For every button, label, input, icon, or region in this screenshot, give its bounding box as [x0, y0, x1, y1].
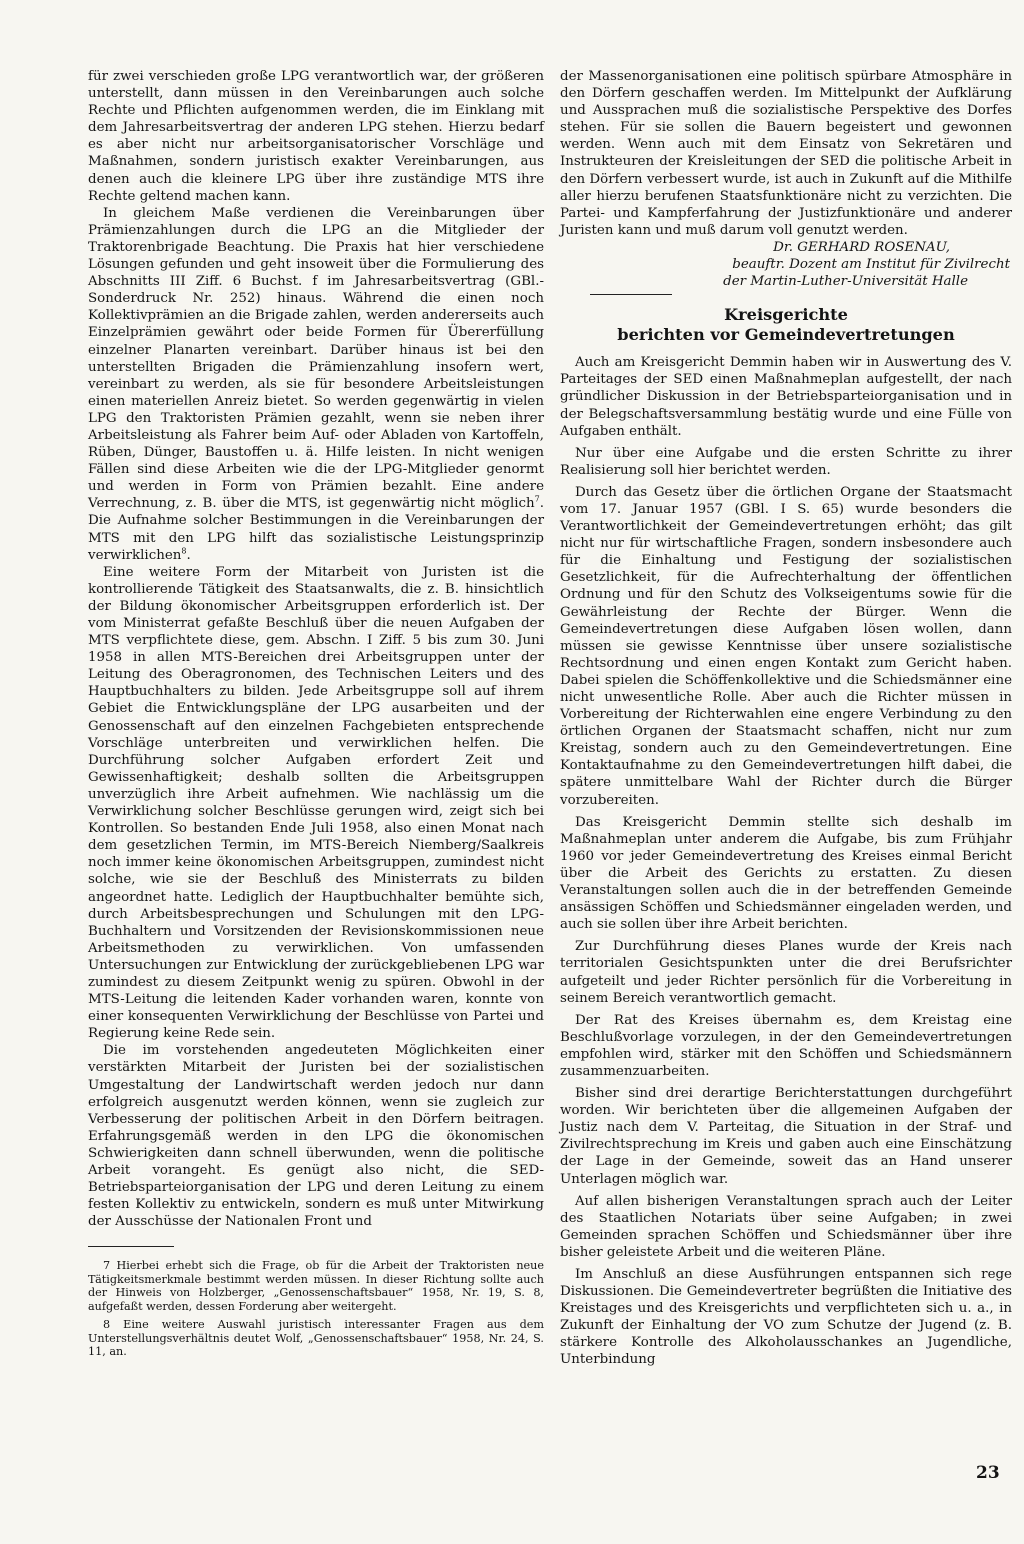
author-university: der Martin-Luther-Universität Halle: [723, 274, 968, 290]
paragraph: Das Kreisgericht Demmin stellte sich deshalb im Maßnahmeplan unter anderem die Aufgabe, bis zum Frühjahr 1960 vor jeder Gemeindevertretung des Kreises einmal Bericht über die Arbeit des Gerichts zu erstatten. Zu diesen Veranstaltungen sollen auch die in der betreffenden Gemeinde ansässigen Schöffen und Schiedsmänner eingeladen werden, und auch sie sollen über ihre Arbeit berichten.: [560, 814, 1012, 933]
paragraph: Der Rat des Kreises übernahm es, dem Kreistag eine Beschlußvorlage vorzulegen, in der den Gemeindevertretungen empfohlen wird, stärker mit den Schöffen und Schiedsmännern zusammenzuarbeiten.: [560, 1012, 1012, 1079]
paragraph: Durch das Gesetz über die örtlichen Organe der Staatsmacht vom 17. Januar 1957 (GBl. I S. 65) wurde besonders die Verantwortlichkeit der Gemeindevertretungen erhöht; das gilt nicht nur für wirtschaftliche Fragen, sondern insbesondere auch für die Einhaltung und Festigung der sozialistischen Gesetzlichkeit, für die Aufrechterhaltung der öffentlichen Ordnung und für den Schutz des Volkseigentums sowie für die Gewährleistung der Rechte der Bürger. Wenn die Gemeindevertretungen diese Aufgaben lösen wollen, dann müssen sie gewisse Kenntnisse über unsere sozialistische Rechtsordnung und einen engen Kontakt zum Gericht haben. Dabei spielen die Schöffenkollektive und die Schiedsmänner eine nicht unwesentliche Rolle. Aber auch die Richter müssen in Vorbereitung der Richterwahlen eine engere Verbindung zu den örtlichen Organen der Staatsmacht schaffen, nicht nur zum Kreistag, sondern auch zu den Gemeindevertretungen. Eine Kontaktaufnahme zu den Gemeindevertretungen hilft dabei, die spätere unmittelbare Wahl der Richter durch die Bürger vorzubereiten.: [560, 484, 1012, 808]
footnote-7: 7 Hierbei erhebt sich die Frage, ob für die Arbeit der Traktoristen neue Tätigkeitsmerkmale bestimmt werden müssen. In dieser Richtung sollte auch der Hinweis von Holzberger, „Genossenschaftsbauer“ 1958, Nr. 19, S. 8, aufgefaßt werden, dessen Forderung aber weitergeht.: [88, 1259, 544, 1313]
paragraph: Auch am Kreisgericht Demmin haben wir in Auswertung des V. Parteitages der SED einen Maßnahmeplan aufgestellt, der nach gründlicher Diskussion in der Betriebsparteiorganisation und in der Belegschaftsversammlung bestätig wurde und eine Fülle von Aufgaben enthält.: [560, 355, 1012, 439]
paragraph-text: . Die Aufnahme solcher Bestimmungen in die Vereinbarungen der MTS mit den LPG hilft das sozialistische Leistungsprinzip verwirklichen: [88, 496, 544, 563]
paragraph: Nur über eine Aufgabe und die ersten Schritte zu ihrer Realisierung soll hier berichtet werden.: [560, 445, 1012, 478]
paragraph-text: In gleichem Maße verdienen die Vereinbarungen über Prämienzahlungen durch die LPG an die Mitglieder der Traktorenbrigade Beachtung. Die Praxis hat hier verschiedene Lösungen gefunden und geht insoweit über die Formulierung des Abschnitts III Ziff. 6 Buchst. f im Jahresarbeitsvertrag (GBl.-Sonderdruck Nr. 252) hinaus. Während die einen noch Kollektivprämien an die Brigade zahlen, werden andererseits auch Einzelprämien gewährt oder beide Formen für Übererfüllung einzelner Planarten vereinbart. Darüber hinaus ist bei den unterstellten Brigaden die Prämienzahlung insofern wert, vereinbart zu werden, als sie für besondere Arbeitsleistungen einen materiellen Anreiz bietet. So werden gegenwärtig in vielen LPG den Traktoristen Prämien gezahlt, wenn sie neben ihrer Arbeitsleistung als Fahrer beim Auf- oder Abladen von Kartoffeln, Rüben, Dünger, Baustoffen u. ä. Hilfe leisten. In nicht wenigen Fällen sind diese Arbeiten wie die der LPG-Mitglieder genormt und werden in Form von Prämien bezahlt. Eine andere Verrechnung, z. B. über die MTS, ist gegenwärtig nicht möglich: [88, 205, 544, 512]
paragraph: [88, 205, 544, 564]
right-column: [560, 68, 1012, 1369]
paragraph: Auf allen bisherigen Veranstaltungen sprach auch der Leiter des Staatlichen Notariats über seine Aufgaben; in zwei Gemeinden sprachen Schöffen und Schiedsmänner über ihre bisher geleistete Arbeit und die weiteren Pläne.: [560, 1193, 1012, 1260]
footnote-ref-8: 8: [181, 546, 187, 556]
paragraph: der Massenorganisationen eine politisch spürbare Atmosphäre in den Dörfern geschaffen werden. Im Mittelpunkt der Aufklärung und Aussprachen muß die sozialistische Perspektive des Dorfes stehen. Für sie sollen die Bauern begeistert und gewonnen werden. Wenn auch mit dem Einsatz von Sekretären und Instrukteuren der Kreisleitungen der SED die politische Arbeit in den Dörfern verbessert wurde, ist auch in Zukunft auf die Mithilfe aller hierzu berufenen Staatsfunktionäre nicht zu verzichten. Die Partei- und Kampferfahrung der Justizfunktionäre und anderer Juristen kann und muß darum voll genutzt werden.: [560, 69, 1012, 238]
footnote-8: 8 Eine weitere Auswahl juristisch interessanter Fragen aus dem Unterstellungsverhältnis deutet Wolf, „Genossenschaftsbauer“ 1958, Nr. 24, S. 11, an.: [88, 1318, 544, 1359]
paragraph: für zwei verschieden große LPG verantwortlich war, der größeren unterstellt, dann müssen in den Vereinbarungen auch solche Rechte und Pflichten aufgenommen werden, die im Einklang mit dem Jahresarbeitsvertrag der anderen LPG stehen. Hierzu bedarf es aber nicht nur arbeitsorganisatorischer Vorschläge und Maßnahmen, sondern juristisch exakter Vereinbarungen, aus denen auch die kleinere LPG über ihre zuständige MTS ihre Rechte geltend machen kann.: [88, 69, 544, 204]
footnote-separator: [88, 1246, 174, 1247]
author-affiliation: beauftr. Dozent am Institut für Zivilrecht: [732, 257, 1010, 273]
heading-line-1: Kreisgerichte: [724, 305, 848, 325]
section-separator: [590, 294, 672, 295]
footnote-ref-7: 7: [534, 494, 540, 504]
paragraph: Im Anschluß an diese Ausführungen entspannen sich rege Diskussionen. Die Gemeindevertreter begrüßten die Initiative des Kreistages und des Kreisgerichts und verpflichteten sich u. a., in Zukunft der Einhaltung der VO zum Schutze der Jugend (z. B. stärkere Kontrolle des Alkoholausschankes an Jugendliche, Unterbindung: [560, 1267, 1012, 1368]
section-heading: [560, 305, 1012, 344]
paragraph: Zur Durchführung dieses Planes wurde der Kreis nach territorialen Gesichtspunkten unter die drei Berufsrichter aufgeteilt und jeder Richter persönlich für die Vorbereitung in seinem Bereich verantwortlich gemacht.: [560, 939, 1012, 1006]
heading-line-2: berichten vor Gemeindevertretungen: [617, 324, 955, 344]
paragraph: Bisher sind drei derartige Berichterstattungen durchgeführt worden. Wir berichteten über die allgemeinen Aufgaben der Justiz nach dem V. Parteitag, die Situation in der Straf- und Zivilrechtsprechung im Kreis und gaben auch eine Einschätzung der Lage in der Gemeinde, soweit das an Hand unserer Unterlagen möglich war.: [560, 1086, 1012, 1187]
paragraph-text: .: [186, 547, 191, 563]
paragraph: Die im vorstehenden angedeuteten Möglichkeiten einer verstärkten Mitarbeit der Juristen bei der sozialistischen Umgestaltung der Landwirtschaft werden jedoch nur dann erfolgreich ausgenutzt werden können, wenn sie zugleich zur Verbesserung der politischen Arbeit in den Dörfern beitragen. Erfahrungsgemäß werden in den LPG die ökonomischen Schwierigkeiten dann schnell überwunden, wenn die politische Arbeit vorangeht. Es genügt also nicht, die SED-Betriebsparteiorganisation der LPG und deren Leitung zu einem festen Kollektiv zu entwickeln, sondern es muß unter Mitwirkung der Ausschüsse der Nationalen Front und: [88, 1043, 544, 1230]
page-number: 23: [976, 1463, 1000, 1483]
author-name: Dr. GERHARD ROSENAU,: [773, 239, 950, 255]
left-column: [88, 68, 544, 1364]
paragraph: Eine weitere Form der Mitarbeit von Juristen ist die kontrollierende Tätigkeit des Staatsanwalts, die z. B. hinsichtlich der Bildung ökonomischer Arbeitsgruppen erforderlich ist. Der vom Ministerrat gefaßte Beschluß über die neuen Aufgaben der MTS verpflichtete diese, gem. Abschn. I Ziff. 5 bis zum 30. Juni 1958 in allen MTS-Bereichen drei Arbeitsgruppen unter der Leitung des Oberagronomen, des Technischen Leiters und des Hauptbuchhalters zu bilden. Jede Arbeitsgruppe soll auf ihrem Gebiet die Entwicklungspläne der LPG ausarbeiten und der Genossenschaft auf den einzelnen Fachgebieten entsprechende Vorschläge unterbreiten und verwirklichen helfen. Die Durchführung solcher Aufgaben erfordert Zeit und Gewissenhaftigkeit; deshalb sollten die Arbeitsgruppen unverzüglich ihre Arbeit aufnehmen. Wie nachlässig um die Verwirklichung solcher Beschlüsse gerungen wird, zeigt sich bei Kontrollen. So bestanden Ende Juli 1958, also einen Monat nach dem gesetzlichen Termin, im MTS-Bereich Niemberg/Saalkreis noch immer keine ökonomischen Arbeitsgruppen, zumindest nicht solche, wie sie der Beschluß des Ministerrats zu bilden angeordnet hatte. Lediglich der Hauptbuchhalter bemühte sich, durch Arbeitsbesprechungen und Schulungen mit den LPG-Buchhaltern und Vorsitzenden der Revisionskommissionen neue Arbeitsmethoden zu verwirklichen. Von umfassenden Untersuchungen zur Entwicklung der zurückgebliebenen LPG war zumindest zu diesem Zeitpunkt wenig zu spüren. Obwohl in der MTS-Leitung die leitenden Kader vorhanden waren, konnte von einer konsequenten Verwirklichung der Beschlüsse von Partei und Regierung keine Rede sein.: [88, 564, 544, 1042]
